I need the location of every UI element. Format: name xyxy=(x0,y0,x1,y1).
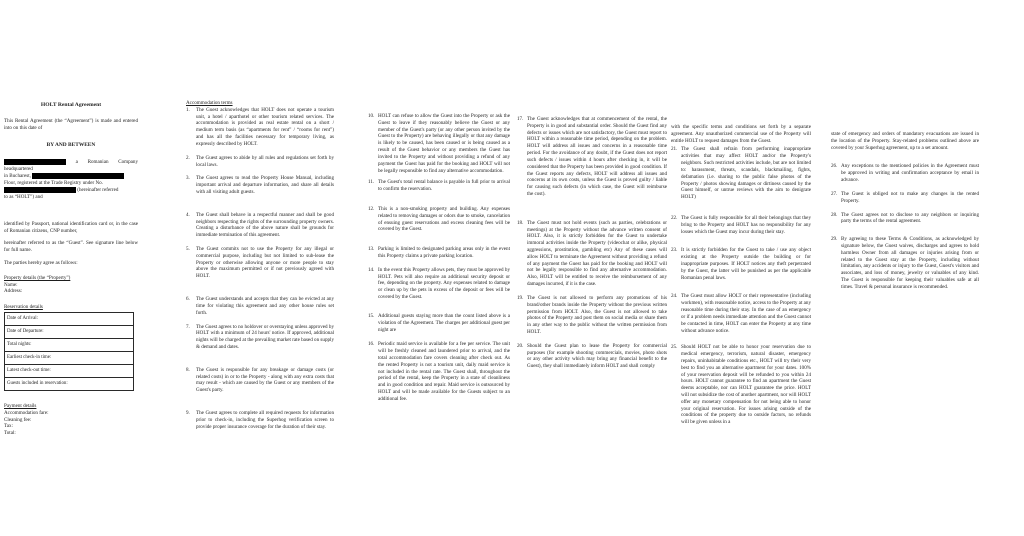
table-cell: Guests included in reservation: xyxy=(5,378,134,391)
property-address-label: Address: xyxy=(4,288,23,295)
clause: 2. The Guest agrees to abide by all rules and regulations set forth by local laws. xyxy=(186,154,334,168)
clause: 17. The Guest acknowledges that at commencement of the rental, the Property is in good and substantial order. Should the Guest find any defects or issues which are not satisfactory, the Guest must report to HOLT within a reasonable time period, depending on the problem. HOLT will address all issues and concerns in a reasonable time period. For the avoidance of any doubt, if the Guest does not report such defects / issues within 4 hours after checking in, it will be considered that the Property has been provided in good condition. If the Guest reports any defects, HOLT will address all issues and concerns at its own costs, unless the Guest is proved guilty / liable for causing such defects (in which case, the Guest will reimburse the cost). xyxy=(517,116,667,197)
column-2 xyxy=(186,0,334,536)
clause: 13. Parking is limited to designated parking areas only in the event this Property claims a private parking location. xyxy=(368,246,510,259)
clause: 27. The Guest is obliged not to make any changes in the rented Property. xyxy=(831,190,979,204)
clause: 11. The Guest's total rental balance is payable in full prior to arrival to confirm the reservation. xyxy=(368,179,510,193)
clause: 23. It is strictly forbidden for the Guest to take / use any object existing at the Property outside the building or for inappropriate purposes. If HOLT notices any theft perpetrated by the Guest, the latter will be punished as per the applicable Romanian penal laws. xyxy=(671,247,811,281)
payment-row: Cleaning fee: xyxy=(4,416,32,423)
clause: 21. The Guest shall refrain from performing inappropriate activities that may affect HOLT and/or the Property's neighbors. Such restricted activities include, but are not limited to: harassment, threats, scandals, blackmailing, fights, defamation (i.e. sharing to the public false photos of the Property / photos showing damages or dirtiness caused by the Guest himself, or untrue reviews with the aim to denigrate HOLT) xyxy=(671,146,811,201)
clause: 14. In the event this Property allows pets, they must be approved by HOLT. Pets will also require an additional security deposit or fee, depending on the property. Any expenses related to damage or clean up by the pets in excess of the deposit or fees will be covered by the Guest. xyxy=(368,266,510,301)
clause: 19. The Guest is not allowed to perform any promotions of his brand/other brands inside the Property without the previous written permission from HOLT. Also, the Guest is not allowed to take photos of the Property and post them on social media or share them in any other way to the public without the written permission from HOLT. xyxy=(517,294,667,335)
table-cell: Earliest check-in time: xyxy=(5,352,134,365)
clause: 12. This is a non-smoking property and building. Any expenses related to removing damages or odors due to smoke, cancelation of ensuing guest reservations and excess cleaning fees will be covered by the Guest. xyxy=(368,205,510,233)
table-row xyxy=(5,313,134,326)
continued-text: state of emergency and orders of mandatory evacuations are issued in the location of the Property. Stay-related problems outlined above are covered by your Superhog agreement, up to a set amount. xyxy=(831,131,979,151)
clause: 16. Periodic maid service is available for a fee per service. The unit will be freshly cleaned and laundered prior to arrival, and the total accommodation fare covers cleaning after check out. As the rented Property is not a tourism unit, daily maid service is not included in the rental rate. The Guest shall, throughout the period of the rental, keep the Property in a state of cleanliness and in good condition and repair. Maid service is outsourced by HOLT and will be made available for the Guests subject to an additional fee. xyxy=(368,341,510,402)
continued-text: with the specific terms and conditions set forth by a separate agreement. Any unauthorized commercial use of the Property will entitle HOLT to request damages from the Guest. xyxy=(671,124,811,144)
clause: 9. The Guest agrees to complete all required requests for information prior to check-in, including the Superhog verification screen to provide proper insurance coverage for the duration of their stay. xyxy=(186,410,334,430)
clause: 18. The Guest must not hold events (such as parties, celebrations or meetings) at the Property without the advance written consent of HOLT. Also, it is strictly forbidden for the Guest to undertake immoral activities inside the Property (videochat or alike, physical aggressions, prostitution, gambling etc) Any of these cases will allow HOLT to terminate the Agreement without providing a refund of any payment the Guest has paid for the booking and HOLT will not be legally responsible to find any alternative accommodation. Also, HOLT will be entitled to receive the reimbursement of any damages incurred, if it is the case. xyxy=(517,219,667,288)
clause: 8. The Guest is responsible for any breakage or damage costs (or related costs) in or to the Property - along with any extra costs that may result - which are caused by the Guest or any members of the Guest's party. xyxy=(186,366,334,394)
by-and-between-heading: BY AND BETWEEN xyxy=(46,142,96,149)
property-details-heading: Property details (the “Property”) xyxy=(4,274,71,281)
payment-details-heading: Payment details xyxy=(4,403,37,410)
column-3 xyxy=(368,0,510,536)
clause: 25. Should HOLT not be able to honor your reservation due to medical emergency, terrorism, natural disaster, emergency repairs, uninhabitable conditions etc., HOLT will try their very best to find you an alternative apartment for your dates. 100% of your reservation deposit will be refunded to you within 24 hours. HOLT cannot guarantee to find an apartment the Guest deems acceptable, nor can HOLT guarantee the price. HOLT will not subsidize the cost of another apartment, nor will HOLT offer any monetary compensation for not being able to honor your original reservation. For issues arising outside of the conditions of the property due to outside factors, no refunds will be given unless in a xyxy=(671,344,811,426)
table-row xyxy=(5,378,134,391)
clause: 20. Should the Guest plan to lease the Property for commercial purposes (for example shooting commercials, movies, photo shots or any other activity which may bring any financial benefit to the Guest), they shall immediately inform HOLT and shall comply xyxy=(517,342,667,370)
table-cell: Date of Arrival: xyxy=(5,313,134,326)
redaction-block xyxy=(32,173,124,179)
clause: 6. The Guest understands and accepts that they can be evicted at any time for violating this agreement and any other house rules set forth. xyxy=(186,296,334,316)
payment-row: Total: xyxy=(4,430,16,437)
payment-row: Accommodation fare: xyxy=(4,409,49,416)
column-4 xyxy=(517,0,667,536)
column-1 xyxy=(4,0,138,536)
table-row xyxy=(5,365,134,378)
clause: 26. Any exceptions to the mentioned policies in the Agreement must be approved in writing and confirmation acceptance by email in advance. xyxy=(831,163,979,184)
guest-ref-paragraph: hereinafter referred to as the “Guest”. See signature line below for full name. xyxy=(4,240,138,254)
clause: 29. By agreeing to these Terms & Conditions, as acknowledged by signature below, the Guest waives, discharges and agrees to hold harmless Owner from all damages or injuries arising from or related to the Guest stay at the Property, including without limitation, any accidents or injury to the Guest, Guest's visitors and associates, and loss of money, jewelry or valuables of any kind. The Guest is responsible for keeping their valuables safe at all times. Travel & personal insurance is recommended. xyxy=(831,236,979,290)
clause: 28. The Guest agrees not to disclose to any neighbors or inquiring party the terms of the rental agreement. xyxy=(831,211,979,225)
payment-row: Tax: xyxy=(4,423,13,430)
redaction-block xyxy=(4,187,76,193)
party-1-paragraph: a Romanian Company headquartered in Bucharest, Floor, registered at the Trade Registry under No. (hereinafter referred to as “HOLT”) and xyxy=(4,159,138,200)
table-cell: Date of Departure: xyxy=(5,326,134,339)
column-5 xyxy=(671,0,811,536)
document-title: HOLT Rental Agreement xyxy=(40,102,102,108)
property-name-label: Name: xyxy=(4,281,18,288)
clause: 10. HOLT can refuse to allow the Guest into the Property or ask the Guest to leave if they reasonably believe the Guest or any member of the Guest's party (or any other person invited by the Guest to the Property) are behaving illegally or that any damage is likely to be caused, has been caused or is being caused as a result of the Guest behavior or any members the Guest has invited to the Property and without providing a refund of any payment the Guest has paid for the booking and HOLT will not be legally responsible to find any alternative accommodation. xyxy=(368,113,510,174)
parties-agree-paragraph: The parties hereby agree as follows: xyxy=(4,259,78,266)
table-row xyxy=(5,352,134,365)
accommodation-terms-heading: Accommodation terms xyxy=(186,100,233,106)
reservation-details-heading: Reservation details xyxy=(4,304,43,311)
clause: 24. The Guest must allow HOLT or their representative (including workmen), with reasonable notice, access to the Property at any reasonable time during their stay. In the case of an emergency or if a problem needs immediate attention and the Guest cannot be contacted in time, HOLT can enter the Property at any time without advance notice. xyxy=(671,293,811,334)
table-row xyxy=(5,339,134,352)
reservation-table xyxy=(4,312,134,391)
guest-id-paragraph: identified by Passport, national identification card or, in the case of Romanian citizens, CNP number, xyxy=(4,220,138,234)
intro-paragraph: This Rental Agreement (the “Agreement”) is made and entered into on this date of xyxy=(4,118,138,132)
clause: 22. The Guest is fully responsible for all their belongings that they bring to the Property and HOLT has no responsibility for any losses which the Guest may incur during their stay. xyxy=(671,214,811,235)
column-6 xyxy=(831,0,979,536)
table-cell: Latest check-out time: xyxy=(5,365,134,378)
table-row xyxy=(5,326,134,339)
clause: 4. The Guest shall behave in a respectful manner and shall be good neighbors respecting the rights of the surrounding property owners. Creating a disturbance of the above nature shall be grounds for immediate termination of this agreement. xyxy=(186,211,334,239)
clause: 7. The Guest agrees to no holdover or overstaying unless approved by HOLT with a minimum of 24 hours' notice. If approved, additional nights will be charged at the prevailing market rate based on supply & demand and dates. xyxy=(186,323,334,350)
table-cell: Total nights: xyxy=(5,339,134,352)
clause: 1. The Guest acknowledges that HOLT does not operate a tourism unit, a hotel / aparthotel or other tourism related services. The accommodation is provided as real estate rental on a short / medium term basis (as “apartments for rent” / “rooms for rent”) and has all the facilities necessary for temporary living, as expressly described by HOLT. xyxy=(186,106,334,147)
clause: 5. The Guest commits not to use the Property for any illegal or commercial purpose, including but not limited to sub-lease the Property or otherwise allowing anyone or more people to stay above the maximum permitted or if not previously agreed with HOLT. xyxy=(186,246,334,280)
clause: 3. The Guest agrees to read the Property House Manual, including important arrival and departure information, and share all details with all visiting adult guests. xyxy=(186,175,334,195)
redaction-block xyxy=(4,159,66,165)
clause: 15. Additional guests staying more than the count listed above is a violation of the Agreement. The charges per additional guest per night are xyxy=(368,312,510,333)
